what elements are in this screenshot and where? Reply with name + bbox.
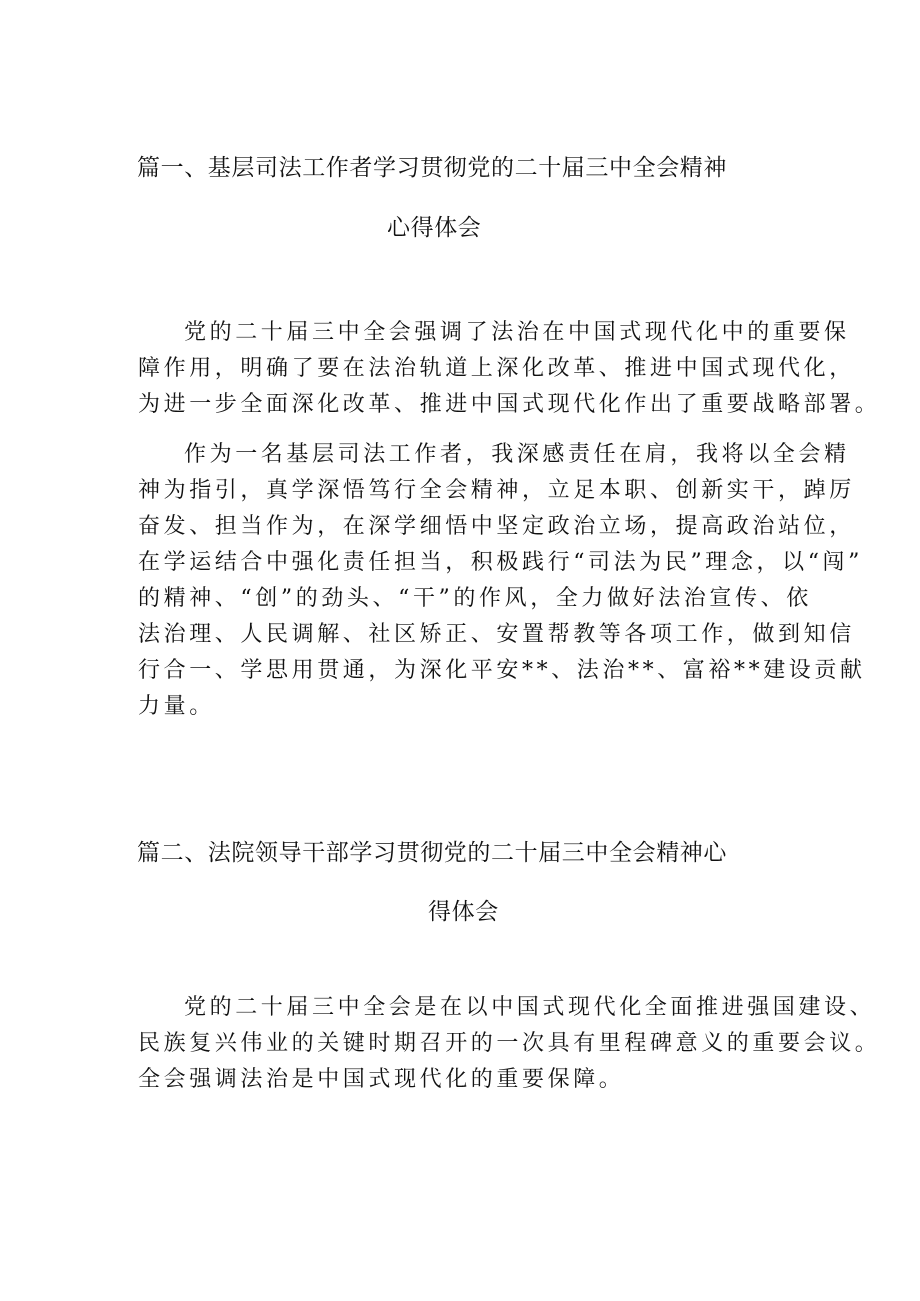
text-line: 党的二十届三中全会是在以中国式现代化全面推进强国建设、 [184, 995, 876, 1020]
text-line: 作为一名基层司法工作者，我深感责任在肩，我将以全会精 [184, 442, 850, 467]
text-line: 法治理、人民调解、社区矫正、安置帮教等各项工作，做到知信 [138, 622, 855, 647]
text-line: 障作用，明确了要在法治轨道上深化改革、推进中国式现代化， [138, 356, 855, 381]
section-1-paragraph-1 [138, 315, 881, 423]
section-1-title-line-1: 篇一、基层司法工作者学习贯彻党的二十届三中全会精神 [137, 155, 727, 181]
text-line: 行合一、学思用贯通，为深化平安**、法治**、富裕**建设贡献 [138, 658, 866, 683]
section-2-paragraph-1 [138, 990, 881, 1098]
text-line: 为进一步全面深化改革、推进中国式现代化作出了重要战略部署。 [138, 392, 881, 417]
section-1-paragraph-2 [138, 437, 866, 725]
section-2-title-line-1: 篇二、法院领导干部学习贯彻党的二十届三中全会精神心 [137, 840, 727, 866]
text-line: 的精神、“创”的劲头、“干”的作风，全力做好法治宣传、依 [138, 586, 812, 611]
text-line: 力量。 [138, 694, 215, 719]
section-2-title-line-2: 得体会 [428, 899, 499, 925]
section-1-title-line-2: 心得体会 [387, 215, 482, 241]
text-line: 在学运结合中强化责任担当，积极践行“司法为民”理念，以“闯” [138, 550, 863, 575]
text-line: 神为指引，真学深悟笃行全会精神，立足本职、创新实干，踔厉 [138, 478, 855, 503]
text-line: 奋发、担当作为，在深学细悟中坚定政治立场，提高政治站位， [138, 514, 855, 539]
text-line: 全会强调法治是中国式现代化的重要保障。 [138, 1067, 625, 1092]
text-line: 民族复兴伟业的关键时期召开的一次具有里程碑意义的重要会议。 [138, 1031, 881, 1056]
text-line: 党的二十届三中全会强调了法治在中国式现代化中的重要保 [184, 320, 850, 345]
